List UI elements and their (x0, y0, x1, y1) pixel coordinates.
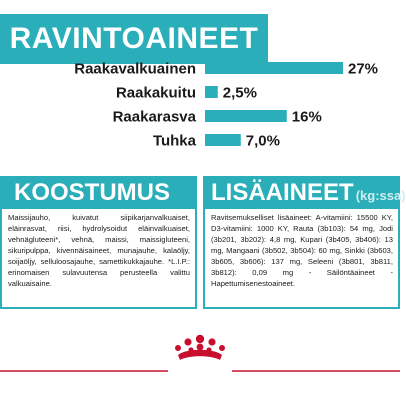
bar (205, 110, 287, 122)
lisaaineet-heading (203, 176, 406, 209)
lisaaineet-text: Ravitsemukselliset lisäaineet: A-vitamiini: 15500 KY, D3-vitamiini: 1000 KY, Rauta (3b103): 54 mg, Jodi (3b201, 3b202): 4,8 mg, Kupari (3b405, 3b406): 13 mg, Mangaani (3b502, 3b504): 60 mg, Sinkki (3b603, 3b605, 3b606): 137 mg, Seleeni (3b801, 3b811, 3b812): 0,09 mg - Säilöntäaineet - Hapettumisenestoaineet. (203, 209, 400, 309)
koostumus-text: Maissijauho, kuivatut siipikarjanvalkuaiset, eläinrasvat, riisi, hydrolysoidut eläinvalkuaiset, vehnägluteeni*, vehnä, maissi, maissigluteeni, sikuripulppa, kivennäisaineet, munajauhe, kalaöljy, soijaöljy, selluloosajauhe, samettikukkajauhe. *L.I.P.: erinomaisen sulavuutensa perusteella valittu valkuaisaine. (0, 209, 197, 309)
value-label: 16% (291, 108, 322, 126)
footer-divider (0, 365, 400, 385)
nutrient-chart (0, 50, 400, 160)
koostumus-heading: KOOSTUMUS (0, 176, 197, 209)
value-label: 7,0% (245, 132, 280, 150)
value-label: 27% (348, 60, 379, 78)
royal-canin-crown-icon (168, 333, 232, 367)
category-label: Raakakuitu (115, 84, 196, 102)
category-label: Raakarasva (112, 108, 196, 126)
bar (205, 86, 218, 98)
category-label: Tuhka (152, 132, 196, 150)
section-title: RAVINTOAINEET (0, 14, 268, 64)
bar (205, 134, 241, 146)
category-label: Raakavalkuainen (74, 60, 196, 78)
lisaaineet-heading-unit: (kg:ssa) (355, 188, 406, 203)
value-label: 2,5% (222, 84, 257, 102)
lisaaineet-heading-label: LISÄAINEET (211, 179, 354, 206)
bar (205, 62, 343, 74)
